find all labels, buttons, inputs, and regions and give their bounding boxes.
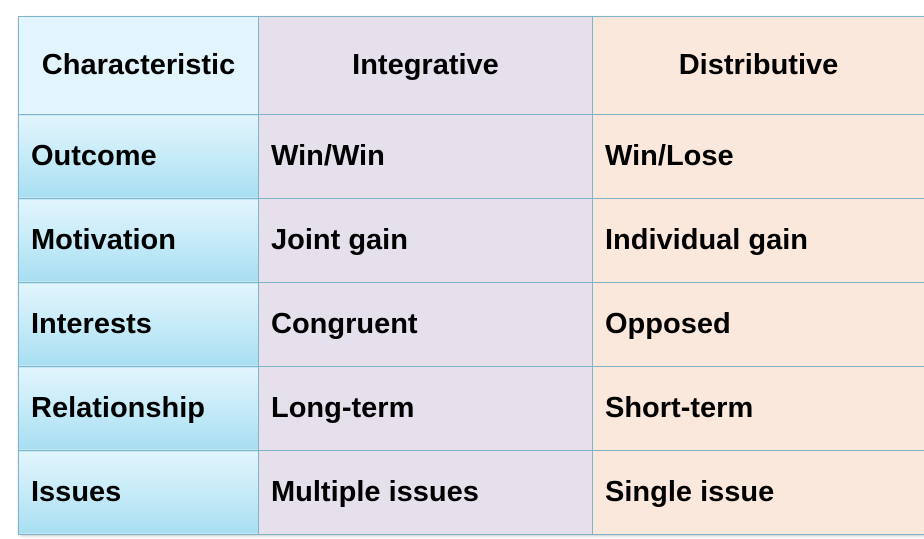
table-row — [19, 115, 924, 199]
table-row — [19, 451, 924, 535]
integrative-motivation: Joint gain — [259, 199, 593, 283]
comparison-table-container — [18, 16, 924, 532]
integrative-outcome: Win/Win — [259, 115, 593, 199]
distributive-motivation: Individual gain — [593, 199, 924, 283]
integrative-interests: Congruent — [259, 283, 593, 367]
header-integrative: Integrative — [259, 17, 593, 115]
row-label-relationship: Relationship — [19, 367, 259, 451]
table-row — [19, 367, 924, 451]
row-label-motivation: Motivation — [19, 199, 259, 283]
row-label-outcome: Outcome — [19, 115, 259, 199]
row-label-interests: Interests — [19, 283, 259, 367]
distributive-relationship: Short-term — [593, 367, 924, 451]
header-distributive: Distributive — [593, 17, 924, 115]
table-row — [19, 283, 924, 367]
distributive-issues: Single issue — [593, 451, 924, 535]
table-row — [19, 199, 924, 283]
row-label-issues: Issues — [19, 451, 259, 535]
header-characteristic: Characteristic — [19, 17, 259, 115]
header-row — [19, 17, 924, 115]
integrative-relationship: Long-term — [259, 367, 593, 451]
distributive-interests: Opposed — [593, 283, 924, 367]
integrative-issues: Multiple issues — [259, 451, 593, 535]
comparison-table — [18, 16, 924, 535]
distributive-outcome: Win/Lose — [593, 115, 924, 199]
